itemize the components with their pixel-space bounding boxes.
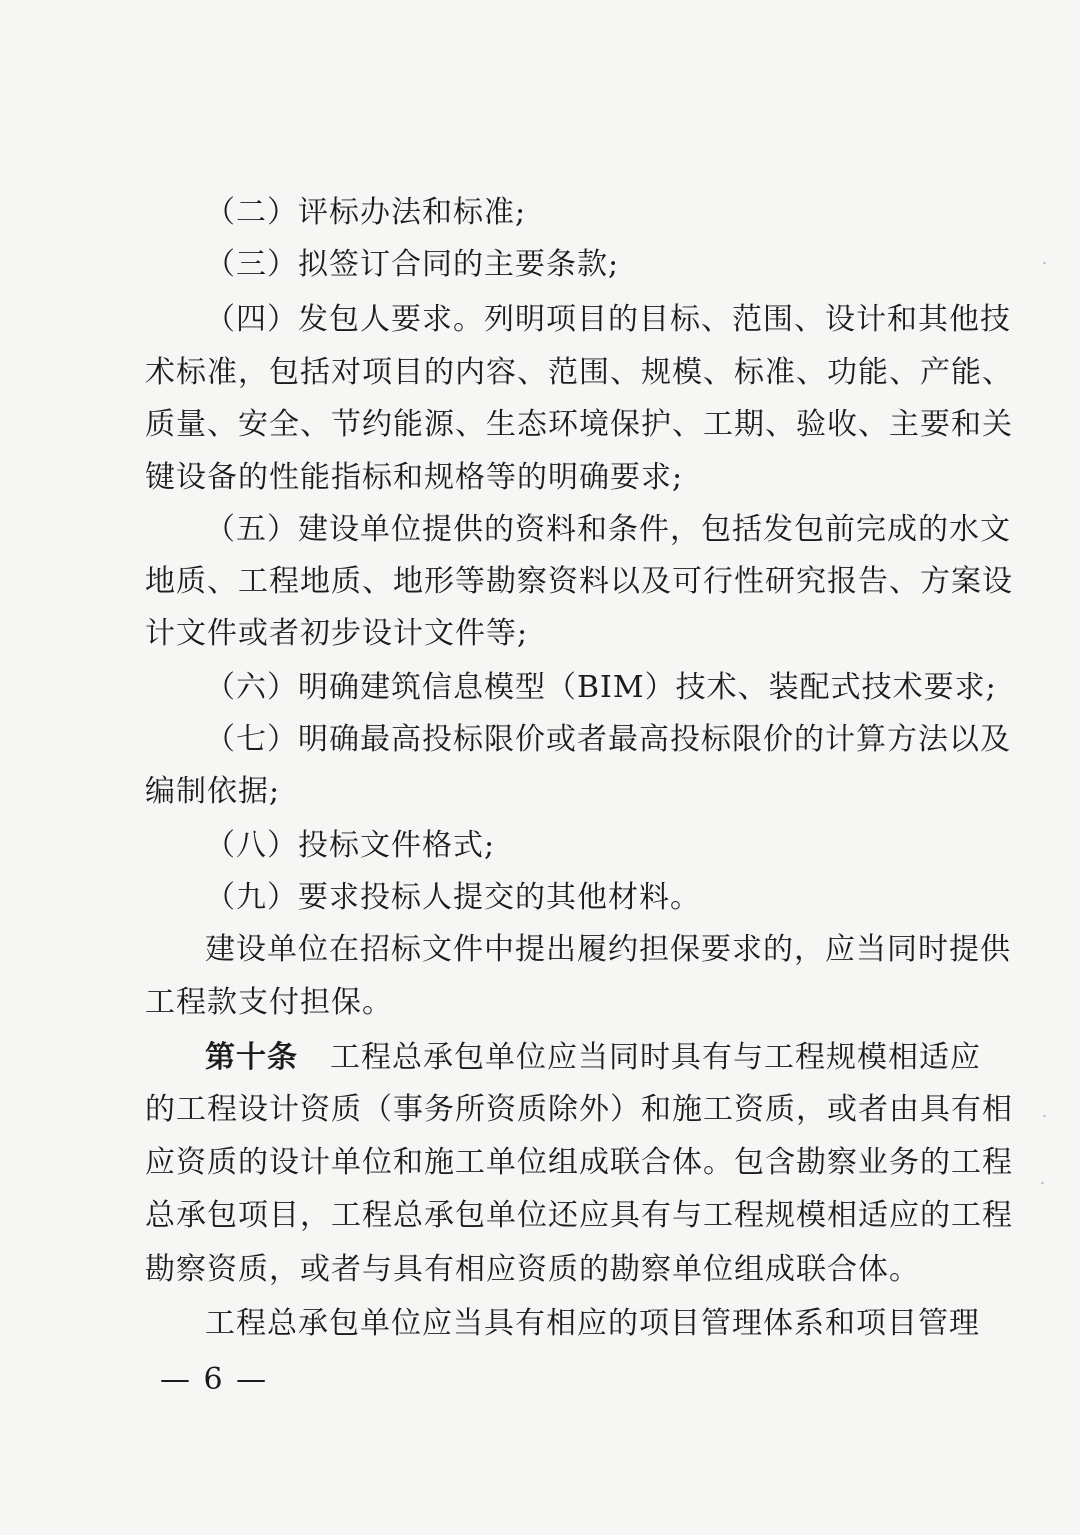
text-line: 建设单位在招标文件中提出履约担保要求的，应当同时提供 (205, 932, 1011, 967)
article-text: 工程总承包单位应当同时具有与工程规模相适应 (330, 1040, 981, 1075)
article-heading: 第十条 (205, 1040, 298, 1075)
text-line: （八）投标文件格式; (205, 828, 496, 863)
text-line: 勘察资质，或者与具有相应资质的勘察单位组成联合体。 (145, 1252, 920, 1287)
text-line: 计文件或者初步设计文件等; (145, 616, 529, 651)
text-line: （四）发包人要求。列明项目的目标、范围、设计和其他技 (205, 302, 1011, 337)
scan-speck (1043, 1115, 1046, 1117)
text-line: 总承包项目，工程总承包单位还应具有与工程规模相适应的工程 (145, 1198, 1013, 1233)
text-line: （五）建设单位提供的资料和条件，包括发包前完成的水文 (205, 512, 1011, 547)
text-line: （三）拟签订合同的主要条款; (205, 247, 620, 282)
text-line: 键设备的性能指标和规格等的明确要求; (145, 460, 684, 495)
text-line: 质量、安全、节约能源、生态环境保护、工期、验收、主要和关 (145, 407, 1013, 442)
text-line: 的工程设计资质（事务所资质除外）和施工资质，或者由具有相 (145, 1092, 1013, 1127)
text-line: （六）明确建筑信息模型（BIM）技术、装配式技术要求; (205, 670, 997, 705)
text-line: 编制依据; (145, 774, 281, 809)
text-line: 工程款支付担保。 (145, 985, 393, 1020)
text-line: 应资质的设计单位和施工单位组成联合体。包含勘察业务的工程 (145, 1145, 1013, 1180)
text-line (205, 1038, 981, 1078)
scan-speck (1043, 262, 1046, 264)
page-number: — 6 — (160, 1362, 269, 1397)
scan-speck (1041, 1182, 1044, 1184)
text-line: 地质、工程地质、地形等勘察资料以及可行性研究报告、方案设 (145, 564, 1013, 599)
text-line: （九）要求投标人提交的其他材料。 (205, 880, 701, 915)
text-line: （二）评标办法和标准; (205, 195, 527, 230)
text-line: 术标准，包括对项目的内容、范围、规模、标准、功能、产能、 (145, 355, 1013, 390)
text-line: （七）明确最高投标限价或者最高投标限价的计算方法以及 (205, 722, 1011, 757)
text-line: 工程总承包单位应当具有相应的项目管理体系和项目管理 (205, 1306, 980, 1341)
